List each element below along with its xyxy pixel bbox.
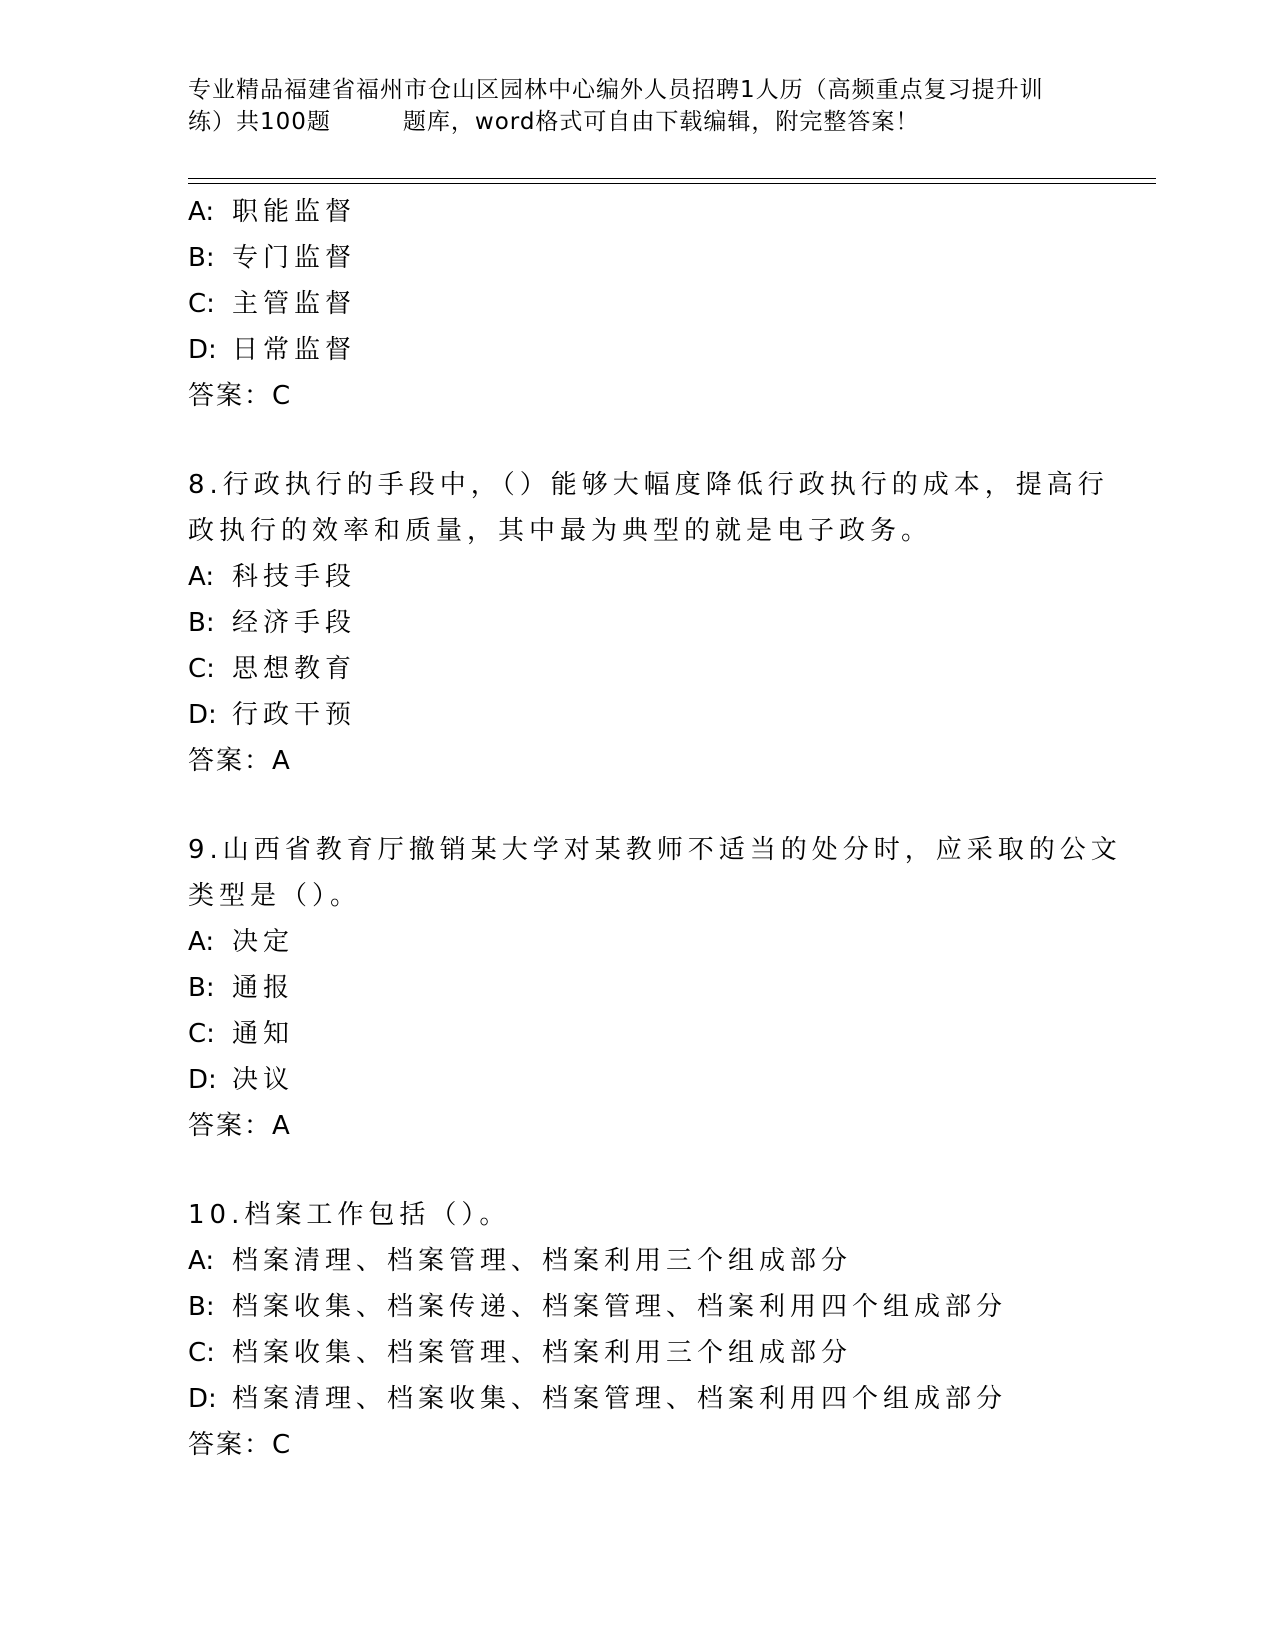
- option-a: [188, 919, 1088, 965]
- header-line-1: 专业精品福建省福州市仓山区园林中心编外人员招聘1人历（高频重点复习提升训: [188, 77, 1044, 103]
- option-d: [188, 1057, 1088, 1103]
- answer-line: 答案：A: [188, 1111, 292, 1141]
- header-rule-top: [188, 178, 1156, 179]
- question-list: [188, 189, 1122, 1468]
- option-c: [188, 646, 1088, 692]
- option-b: [188, 965, 1088, 1011]
- option-text: 日常监督: [232, 335, 357, 365]
- option-letter: D:: [188, 700, 217, 730]
- option-letter: C:: [188, 654, 215, 684]
- option-c: [188, 1011, 1088, 1057]
- option-letter: C:: [188, 1338, 215, 1368]
- spacer: [188, 784, 1088, 827]
- option-letter: B:: [188, 608, 215, 638]
- option-d: [188, 327, 1088, 373]
- header-line-2: 练）共100题 题库，word格式可自由下载编辑，附完整答案！: [188, 109, 920, 135]
- question-8: [188, 462, 1109, 784]
- option-text: 专门监督: [232, 243, 357, 273]
- answer-line: 答案：A: [188, 746, 292, 776]
- option-a: [188, 554, 1088, 600]
- option-a: [188, 1238, 1088, 1284]
- option-b: [188, 1284, 1088, 1330]
- option-text: 档案清理、档案管理、档案利用三个组成部分: [232, 1246, 853, 1276]
- question-7: [188, 189, 1088, 419]
- spacer: [188, 419, 1088, 462]
- question-stem-line: 政执行的效率和质量，其中最为典型的就是电子政务。: [188, 516, 933, 546]
- option-letter: A:: [188, 197, 215, 227]
- option-text: 职能监督: [232, 197, 357, 227]
- question-stem-line: 9.山西省教育厅撤销某大学对某教师不适当的处分时，应采取的公文: [188, 835, 1122, 865]
- option-d: [188, 1376, 1088, 1422]
- option-letter: B:: [188, 973, 215, 1003]
- spacer: [188, 1149, 1088, 1192]
- option-text: 科技手段: [232, 562, 357, 592]
- option-text: 档案清理、档案收集、档案管理、档案利用四个组成部分: [232, 1384, 1008, 1414]
- option-c: [188, 281, 1088, 327]
- answer-line: 答案：C: [188, 1430, 293, 1460]
- option-d: [188, 692, 1088, 738]
- option-text: 档案收集、档案传递、档案管理、档案利用四个组成部分: [232, 1292, 1008, 1322]
- option-a: [188, 189, 1088, 235]
- option-letter: D:: [188, 1384, 217, 1414]
- option-text: 决议: [232, 1065, 295, 1095]
- option-letter: B:: [188, 243, 215, 273]
- question-stem-line: 类型是（）。: [188, 881, 362, 911]
- option-letter: C:: [188, 289, 215, 319]
- option-letter: A:: [188, 562, 215, 592]
- option-b: [188, 600, 1088, 646]
- document-header: [188, 74, 1088, 138]
- header-rule-bottom: [188, 183, 1156, 184]
- option-text: 行政干预: [232, 700, 357, 730]
- question-stem-line: 10.档案工作包括（）。: [188, 1200, 511, 1230]
- option-letter: A:: [188, 927, 215, 957]
- option-b: [188, 235, 1088, 281]
- option-letter: D:: [188, 335, 217, 365]
- question-stem-line: 8.行政执行的手段中，（）能够大幅度降低行政执行的成本，提高行: [188, 470, 1109, 500]
- option-letter: B:: [188, 1292, 215, 1322]
- answer-line: 答案：C: [188, 381, 293, 411]
- option-text: 思想教育: [232, 654, 357, 684]
- option-text: 决定: [232, 927, 295, 957]
- option-text: 通报: [232, 973, 295, 1003]
- option-text: 经济手段: [232, 608, 357, 638]
- option-letter: A:: [188, 1246, 215, 1276]
- option-text: 档案收集、档案管理、档案利用三个组成部分: [232, 1338, 853, 1368]
- option-c: [188, 1330, 1088, 1376]
- option-letter: D:: [188, 1065, 217, 1095]
- question-10: [188, 1192, 1088, 1468]
- question-9: [188, 827, 1122, 1149]
- option-text: 通知: [232, 1019, 295, 1049]
- option-text: 主管监督: [232, 289, 357, 319]
- option-letter: C:: [188, 1019, 215, 1049]
